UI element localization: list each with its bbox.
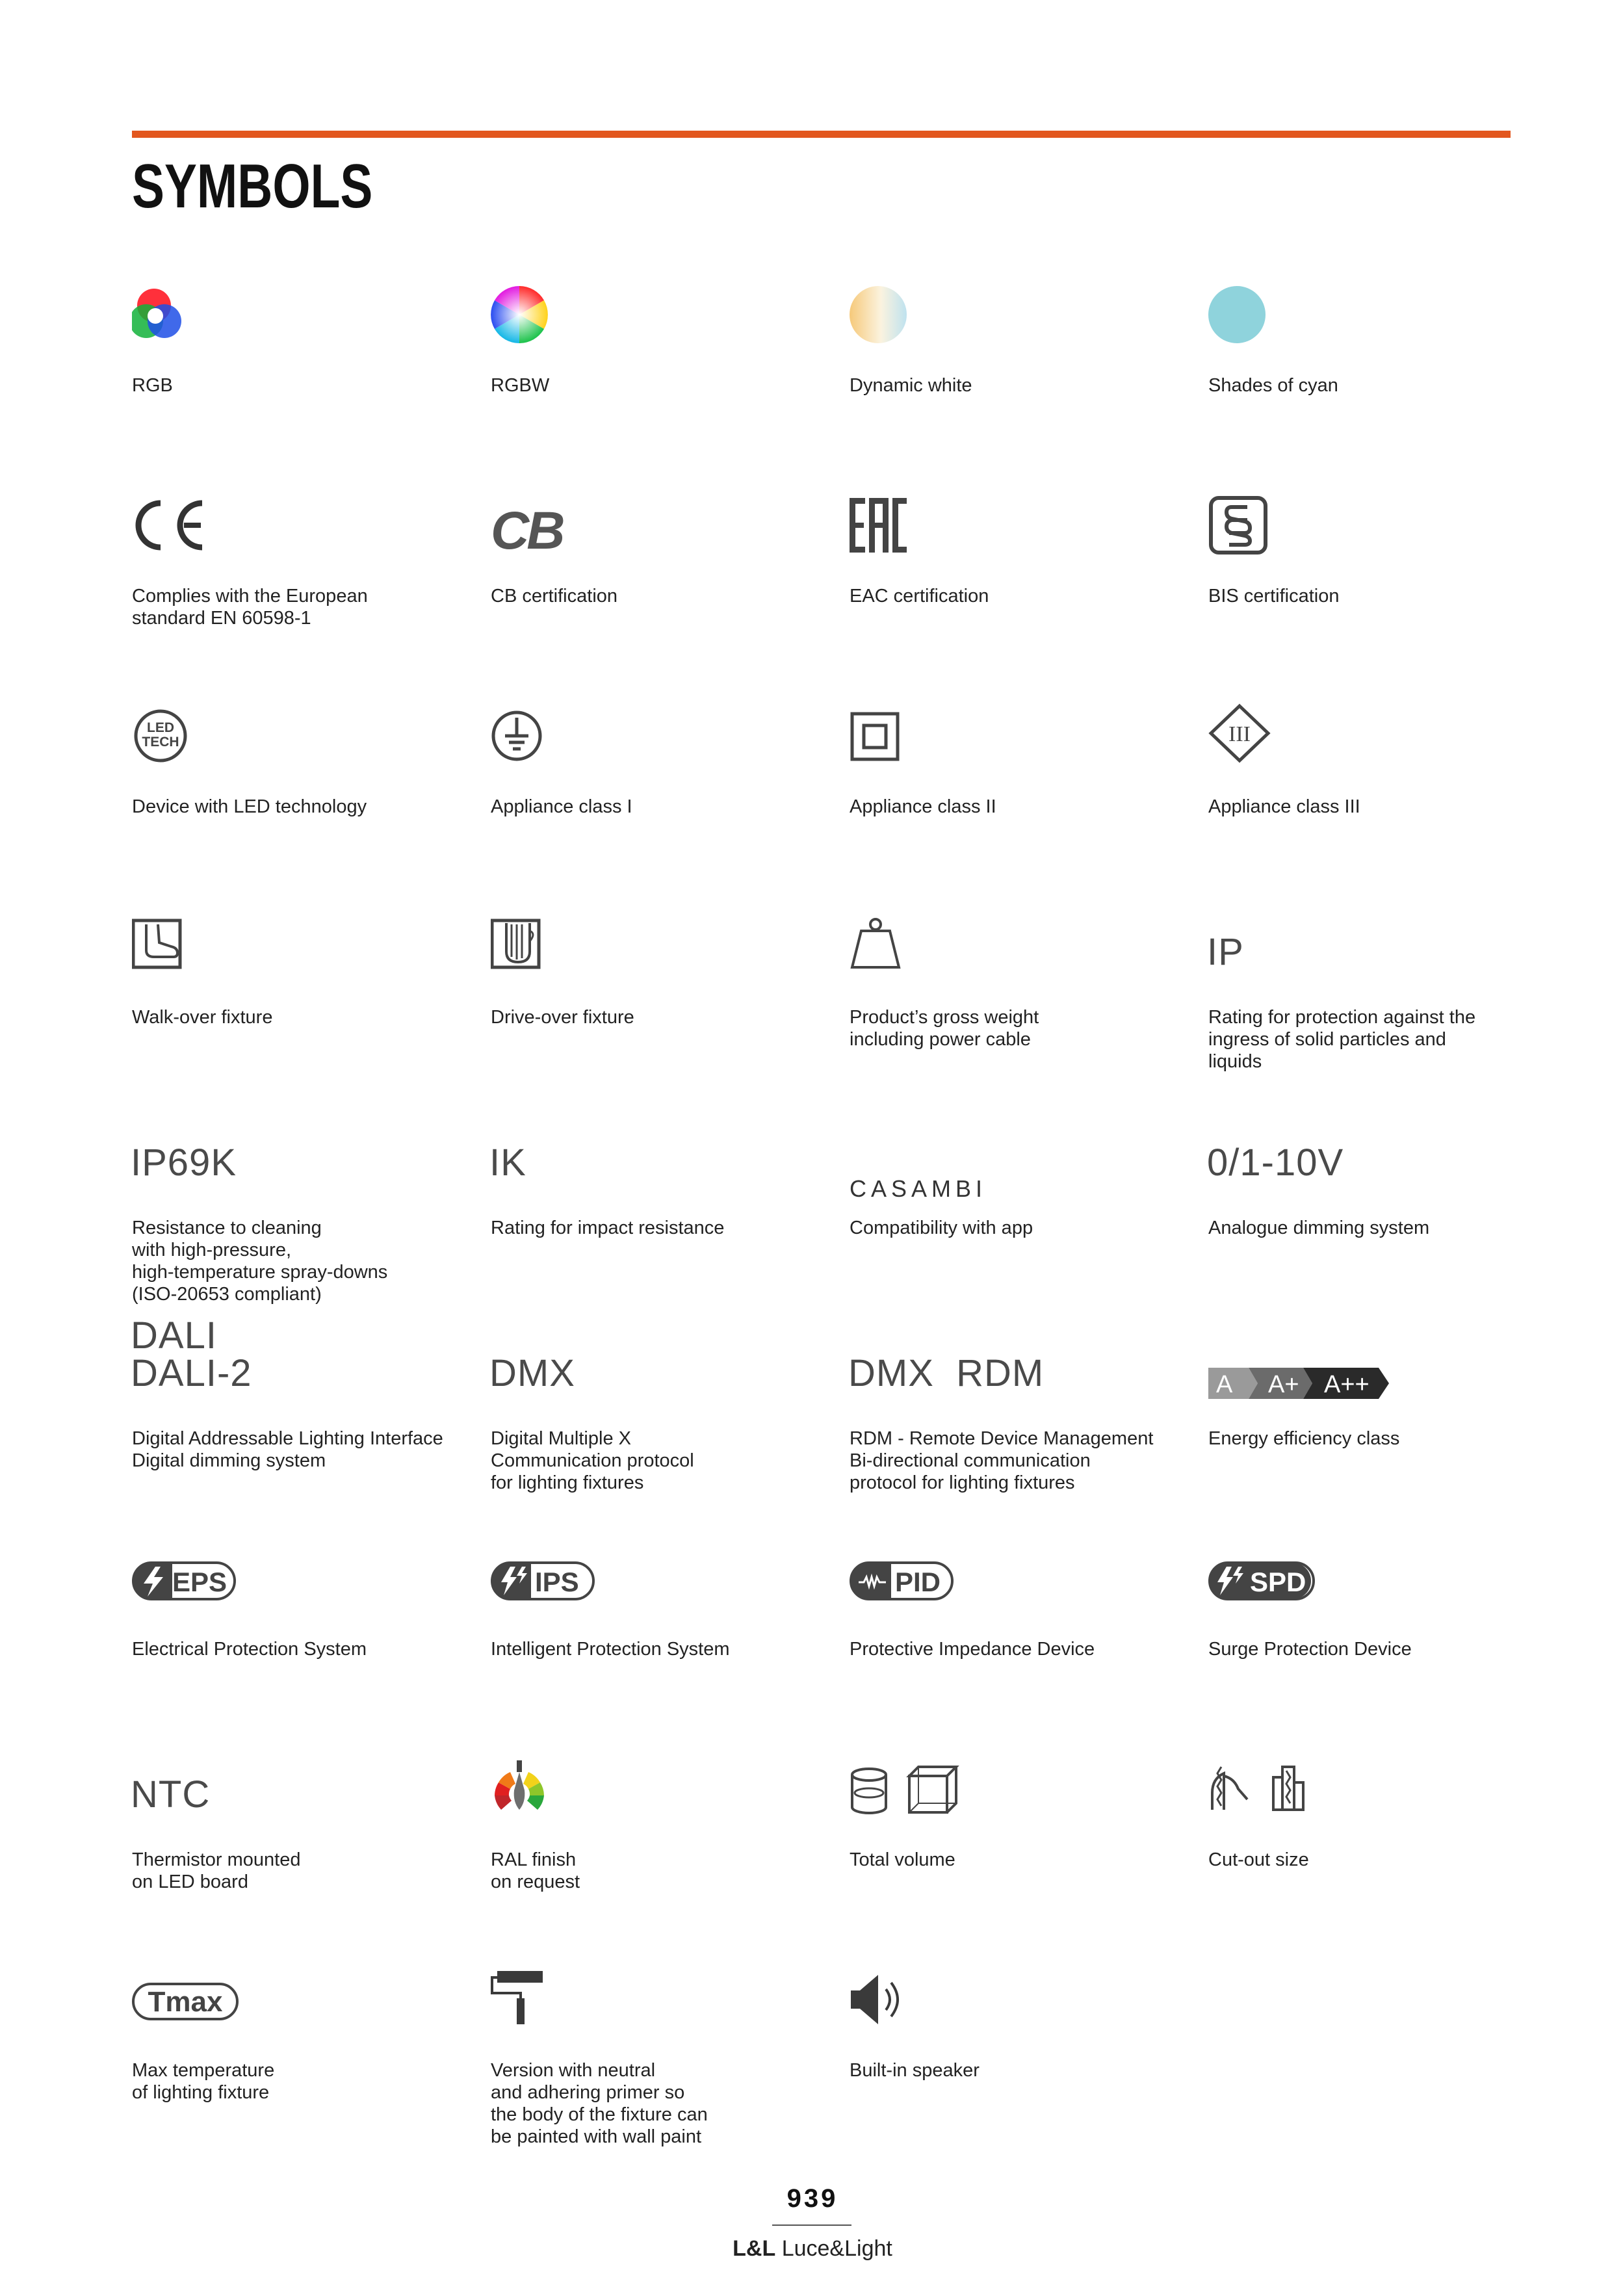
symbol-caption: Appliance class III (1208, 796, 1360, 817)
eps-text: EPS (172, 1567, 227, 1597)
energy-label-a-plus-plus: A++ (1324, 1371, 1370, 1398)
walk-over-icon (132, 905, 405, 989)
ce-mark-icon (132, 484, 405, 568)
ntc-label: NTC (131, 1773, 211, 1816)
symbol-caption: Rating for impact resistance (491, 1218, 725, 1238)
symbol-caption: Appliance class I (491, 796, 632, 817)
svg-text:TECH: TECH (142, 735, 179, 750)
symbol-caption: Version with neutral and adhering primer so the body of the fixture can be painted with wall paint (491, 2060, 708, 2147)
symbol-caption: Thermistor mounted on LED board (132, 1849, 301, 1892)
drive-over-icon (491, 905, 764, 989)
ip69k-label: IP69K (131, 1141, 237, 1184)
symbol-caption: Rating for protection against the ingress of solid particles and liquids (1208, 1007, 1476, 1072)
symbol-caption: Energy efficiency class (1208, 1428, 1400, 1449)
rgb-icon (132, 273, 405, 358)
class-2-icon (850, 694, 1123, 779)
symbol-caption: Analogue dimming system (1208, 1218, 1430, 1238)
symbol-caption: Device with LED technology (132, 796, 367, 817)
brand-bold: L&L (733, 2236, 776, 2261)
tmax-badge-icon (132, 1958, 405, 2042)
ik-label: IK (489, 1141, 526, 1184)
symbol-caption: CB certification (491, 586, 618, 607)
cyan-icon (1208, 273, 1481, 358)
energy-label-a-plus: A+ (1268, 1371, 1299, 1398)
ip-label: IP (1207, 931, 1244, 973)
spd-badge-icon (1208, 1537, 1481, 1621)
symbol-caption: Product’s gross weight including power cable (850, 1007, 1039, 1050)
class-3-icon (1208, 694, 1481, 779)
symbol-caption: RGB (132, 375, 173, 396)
symbol-caption: Total volume (850, 1849, 955, 1870)
svg-text:CB: CB (491, 501, 563, 560)
dynamic-white-icon (850, 273, 1123, 358)
ips-text: IPS (535, 1567, 579, 1597)
dmx-rdm-label: DMX RDM (848, 1352, 1045, 1394)
pid-badge-icon (850, 1537, 1123, 1621)
cb-mark-icon (491, 484, 764, 568)
symbol-caption: EAC certification (850, 586, 989, 607)
symbol-caption: Drive-over fixture (491, 1007, 634, 1028)
ips-badge-icon (491, 1537, 764, 1621)
symbol-caption: Digital Multiple X Communication protocol for lighting fixtures (491, 1428, 694, 1493)
page-title: SYMBOLS (132, 151, 373, 221)
dmx-label: DMX (489, 1352, 575, 1394)
symbol-caption: RGBW (491, 375, 550, 396)
symbol-caption: Compatibility with app (850, 1218, 1033, 1238)
symbol-caption: Intelligent Protection System (491, 1639, 730, 1660)
symbol-caption: Walk-over fixture (132, 1007, 273, 1028)
symbol-caption: Max temperature of lighting fixture (132, 2060, 275, 2103)
symbol-caption: Resistance to cleaning with high-pressure, high-temperature spray-downs (ISO-20653 compliant) (132, 1218, 388, 1305)
energy-label-a: A (1216, 1371, 1233, 1398)
symbol-caption: Protective Impedance Device (850, 1639, 1095, 1660)
eps-badge-icon (132, 1537, 405, 1621)
svg-text:LED: LED (147, 720, 174, 735)
dimming-label: 0/1-10V (1207, 1141, 1344, 1184)
rgbw-icon (491, 273, 764, 358)
speaker-icon (850, 1958, 1123, 2042)
accent-rule (132, 131, 1511, 138)
spd-text: SPD (1250, 1567, 1306, 1597)
bis-mark-icon (1208, 484, 1481, 568)
symbol-caption: Digital Addressable Lighting Interface Digital dimming system (132, 1428, 443, 1471)
brand-rest: Luce&Light (775, 2236, 892, 2261)
symbol-caption: Appliance class II (850, 796, 996, 817)
symbol-caption: Surge Protection Device (1208, 1639, 1412, 1660)
weight-icon (850, 905, 1123, 989)
page-number: 939 (786, 2184, 838, 2213)
tmax-text: Tmax (148, 1986, 223, 2018)
symbol-caption: Complies with the European standard EN 60598-1 (132, 586, 368, 629)
casambi-logo: CASAMBI (850, 1175, 987, 1202)
brand-name (715, 2236, 910, 2262)
ral-finish-icon (491, 1747, 764, 1832)
symbol-caption: RDM - Remote Device Management Bi-directional communication protocol for lighting fixtures (850, 1428, 1154, 1493)
cut-out-icon (1208, 1747, 1481, 1832)
symbol-caption: Cut-out size (1208, 1849, 1309, 1870)
dali-label: DALI DALI-2 (131, 1314, 252, 1394)
symbol-caption: Shades of cyan (1208, 375, 1338, 396)
total-volume-icon (850, 1747, 1123, 1832)
symbol-caption: Electrical Protection System (132, 1639, 367, 1660)
led-tech-icon (132, 694, 405, 779)
paint-roller-icon (491, 1958, 764, 2042)
symbol-caption: Built-in speaker (850, 2060, 980, 2081)
footer-divider (772, 2224, 851, 2226)
pid-text: PID (895, 1567, 941, 1597)
symbol-caption: BIS certification (1208, 586, 1340, 607)
eac-mark-icon (850, 484, 1123, 568)
svg-text:III: III (1228, 722, 1251, 746)
symbol-caption: RAL finish on request (491, 1849, 580, 1892)
class-1-icon (491, 694, 764, 779)
energy-class-icon (1208, 1326, 1481, 1411)
symbol-caption: Dynamic white (850, 375, 972, 396)
